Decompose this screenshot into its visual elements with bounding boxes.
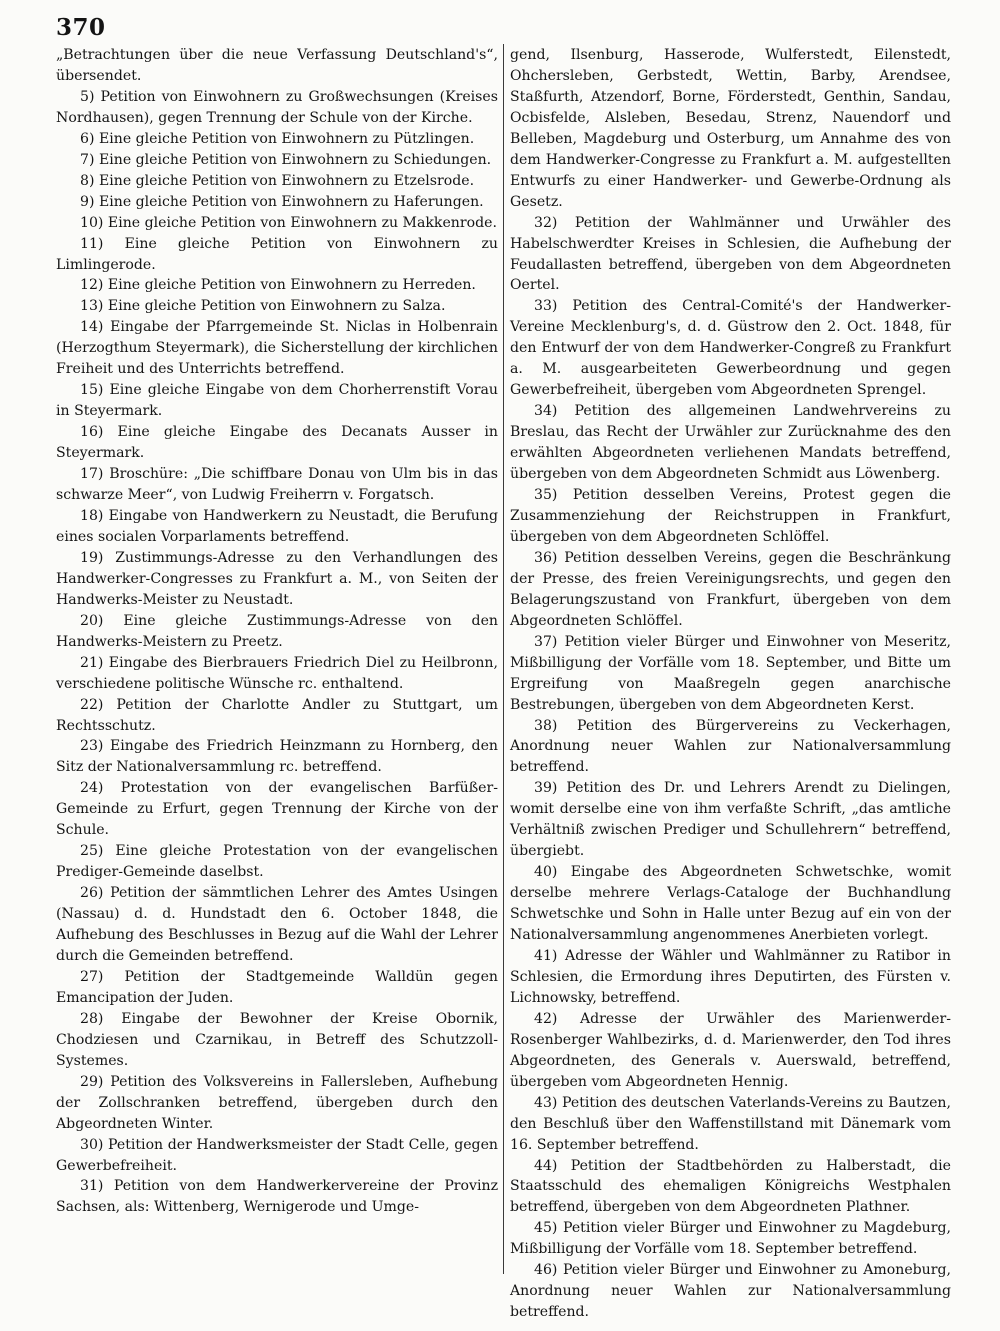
list-item: 5) Petition von Einwohnern zu Großwechsungen (Kreises Nordhausen), gegen Trennung der Schule von der Kirche. — [56, 88, 498, 126]
list-item: gend, Ilsenburg, Hasserode, Wulferstedt, Eilenstedt, Ohchersleben, Gerbstedt, Wettin, Barby, Arendsee, Staßfurth, Atzendorf, Borne, Förderstedt, Genthin, Sandau, Ocbisfelde, Alsleben, Besedau, Strenz, Nauendorf und Belleben, Magdeburg und Osterburg, um Annahme des von dem Handwerker-Congresse zu Frankfurt a. M. aufgestellten Entwurfs zu einer Handwerker- und Gewerbe-Ordnung als Gesetz. — [510, 47, 951, 210]
list-item: 15) Eine gleiche Eingabe von dem Chorherrenstift Vorau in Steyermark. — [56, 382, 498, 420]
list-item: 37) Petition vieler Bürger und Einwohner von Meseritz, Mißbilligung der Vorfälle vom 18. September, und Bitte um Ergreifung von Maaßregeln gegen anarchische Bestrebungen, übergeben von dem Abgeordneten Kerst. — [510, 633, 951, 713]
list-item: 36) Petition desselben Vereins, gegen die Beschränkung der Presse, des freien Vereinigungsrechts, und gegen den Belagerungszustand von Frankfurt, übergeben von dem Abgeordneten Schlöffel. — [510, 549, 951, 629]
list-item: 42) Adresse der Urwähler des Marienwerder-Rosenberger Wahlbezirks, d. d. Marienwerder, den Tod ihres Abgeordneten, des Generals v. Auerswald, betreffend, übergeben vom Abgeordneten Hennig. — [510, 1010, 951, 1090]
list-item: „Betrachtungen über die neue Verfassung Deutschland's“, übersendet. — [56, 47, 498, 84]
list-item: 46) Petition vieler Bürger und Einwohner zu Amoneburg, Anordnung neuer Wahlen zur Nationalversammlung betreffend. — [510, 1262, 951, 1321]
list-item: 33) Petition des Central-Comité's der Handwerker-Vereine Mecklenburg's, d. d. Güstrow den 2. Oct. 1848, für den Entwurf der von dem Handwerker-Congreß zu Frankfurt a. M. ausgearbeiteten Gewerbeordnung und gegen Gewerbefreiheit, übergeben vom Abgeordneten Sprengel. — [510, 298, 951, 399]
list-item: 28) Eingabe der Bewohner der Kreise Obornik, Chodziesen und Czarnikau, in Betreff des Schutzzoll-Systemes. — [56, 1010, 498, 1069]
right-column — [510, 45, 951, 1323]
list-item: 30) Petition der Handwerksmeister der Stadt Celle, gegen Gewerbefreiheit. — [56, 1136, 498, 1174]
list-item: 9) Eine gleiche Petition von Einwohnern zu Haferungen. — [80, 193, 484, 210]
list-item: 26) Petition der sämmtlichen Lehrer des Amtes Usingen (Nassau) d. d. Hundstadt den 6. October 1848, die Aufhebung des Beschlusses in Bezug auf die Wahl der Lehrer durch die Gemeinden betreffend. — [56, 885, 498, 964]
list-item: 13) Eine gleiche Petition von Einwohnern zu Salza. — [80, 298, 446, 315]
list-item: 32) Petition der Wahlmänner und Urwähler des Habelschwerdter Kreises in Schlesien, die Aufhebung der Feudallasten betreffend, übergeben von dem Abgeordneten Oertel. — [510, 214, 951, 294]
list-item: 38) Petition des Bürgervereins zu Veckerhagen, Anordnung neuer Wahlen zur Nationalversammlung betreffend. — [510, 717, 951, 776]
list-item: 8) Eine gleiche Petition von Einwohnern zu Etzelsrode. — [80, 172, 475, 189]
list-item: 10) Eine gleiche Petition von Einwohnern zu Makkenrode. — [80, 214, 497, 231]
list-item: 39) Petition des Dr. und Lehrers Arendt zu Dielingen, womit derselbe eine von ihm verfaßte Schrift, „das amtliche Verhältniß zwischen Prediger und Schullehrern“ betreffend, übergiebt. — [510, 780, 951, 860]
left-column — [56, 45, 498, 1218]
list-item: 34) Petition des allgemeinen Landwehrvereins zu Breslau, das Recht der Urwähler zur Zurücknahme des den erwählten Abgeordneten verliehenen Mandats betreffend, übergeben von dem Abgeordneten Schmidt aus Löwenberg. — [510, 403, 951, 483]
list-item: 6) Eine gleiche Petition von Einwohnern zu Pützlingen. — [80, 130, 475, 147]
list-item: 45) Petition vieler Bürger und Einwohner zu Magdeburg, Mißbilligung der Vorfälle vom 18. September betreffend. — [510, 1220, 951, 1258]
list-item: 31) Petition von dem Handwerkervereine der Provinz Sachsen, als: Wittenberg, Wernigerode und Umge- — [56, 1178, 498, 1216]
list-item: 27) Petition der Stadtgemeinde Walldün gegen Emancipation der Juden. — [56, 968, 498, 1006]
list-item: 44) Petition der Stadtbehörden zu Halberstadt, die Staatsschuld des ehemaligen Königreichs Westphalen betreffend, übergeben von dem Abgeordneten Plathner. — [510, 1157, 951, 1216]
list-item: 17) Broschüre: „Die schiffbare Donau von Ulm bis in das schwarze Meer“, von Ludwig Freiherrn v. Forgatsch. — [56, 466, 498, 504]
list-item: 18) Eingabe von Handwerkern zu Neustadt, die Berufung eines socialen Vorparlaments betreffend. — [56, 507, 498, 545]
list-item: 14) Eingabe der Pfarrgemeinde St. Niclas in Holbenrain (Herzogthum Steyermark), die Sicherstellung der kirchlichen Freiheit und des Unterrichts betreffend. — [56, 319, 498, 378]
list-item: 40) Eingabe des Abgeordneten Schwetschke, womit derselbe mehrere Verlags-Cataloge der Buchhandlung Schwetschke und Sohn in Halle unter Bezug auf ein von der Nationalversammlung angenommenes Anerbieten vorlegt. — [510, 864, 951, 944]
list-item: 43) Petition des deutschen Vaterlands-Vereins zu Bautzen, den Beschluß über den Waffenstillstand mit Dänemark vom 16. September betreffend. — [510, 1094, 951, 1153]
list-item: 19) Zustimmungs-Adresse zu den Verhandlungen des Handwerker-Congresses zu Frankfurt a. M., von Seiten der Handwerks-Meister zu Neustadt. — [56, 549, 498, 608]
list-item: 11) Eine gleiche Petition von Einwohnern zu Limlingerode. — [56, 235, 498, 273]
list-item: 23) Eingabe des Friedrich Heinzmann zu Hornberg, den Sitz der Nationalversammlung rc. betreffend. — [56, 738, 498, 776]
list-item: 12) Eine gleiche Petition von Einwohnern zu Herreden. — [80, 277, 476, 294]
list-item: 41) Adresse der Wähler und Wahlmänner zu Ratibor in Schlesien, die Ermordung ihres Deputirten, des Fürsten v. Lichnowsky, betreffend. — [510, 947, 951, 1006]
list-item: 29) Petition des Volksvereins in Fallersleben, Aufhebung der Zollschranken betreffend, übergeben durch den Abgeordneten Winter. — [56, 1073, 498, 1132]
list-item: 7) Eine gleiche Petition von Einwohnern zu Schiedungen. — [80, 151, 492, 168]
list-item: 22) Petition der Charlotte Andler zu Stuttgart, um Rechtsschutz. — [56, 696, 498, 734]
list-item: 16) Eine gleiche Eingabe des Decanats Ausser in Steyermark. — [56, 424, 498, 462]
list-item: 20) Eine gleiche Zustimmungs-Adresse von den Handwerks-Meistern zu Preetz. — [56, 612, 498, 650]
column-divider — [503, 44, 504, 1274]
page-number: 370 — [56, 14, 106, 41]
list-item: 21) Eingabe des Bierbrauers Friedrich Diel zu Heilbronn, verschiedene politische Wünsche rc. enthaltend. — [56, 654, 498, 692]
list-item: 24) Protestation von der evangelischen Barfüßer-Gemeinde zu Erfurt, gegen Trennung der Kirche von der Schule. — [56, 780, 498, 839]
list-item: 35) Petition desselben Vereins, Protest gegen die Zusammenziehung der Reichstruppen in Frankfurt, übergeben von dem Abgeordneten Schlöffel. — [510, 487, 951, 545]
list-item: 25) Eine gleiche Protestation von der evangelischen Prediger-Gemeinde daselbst. — [56, 843, 498, 881]
